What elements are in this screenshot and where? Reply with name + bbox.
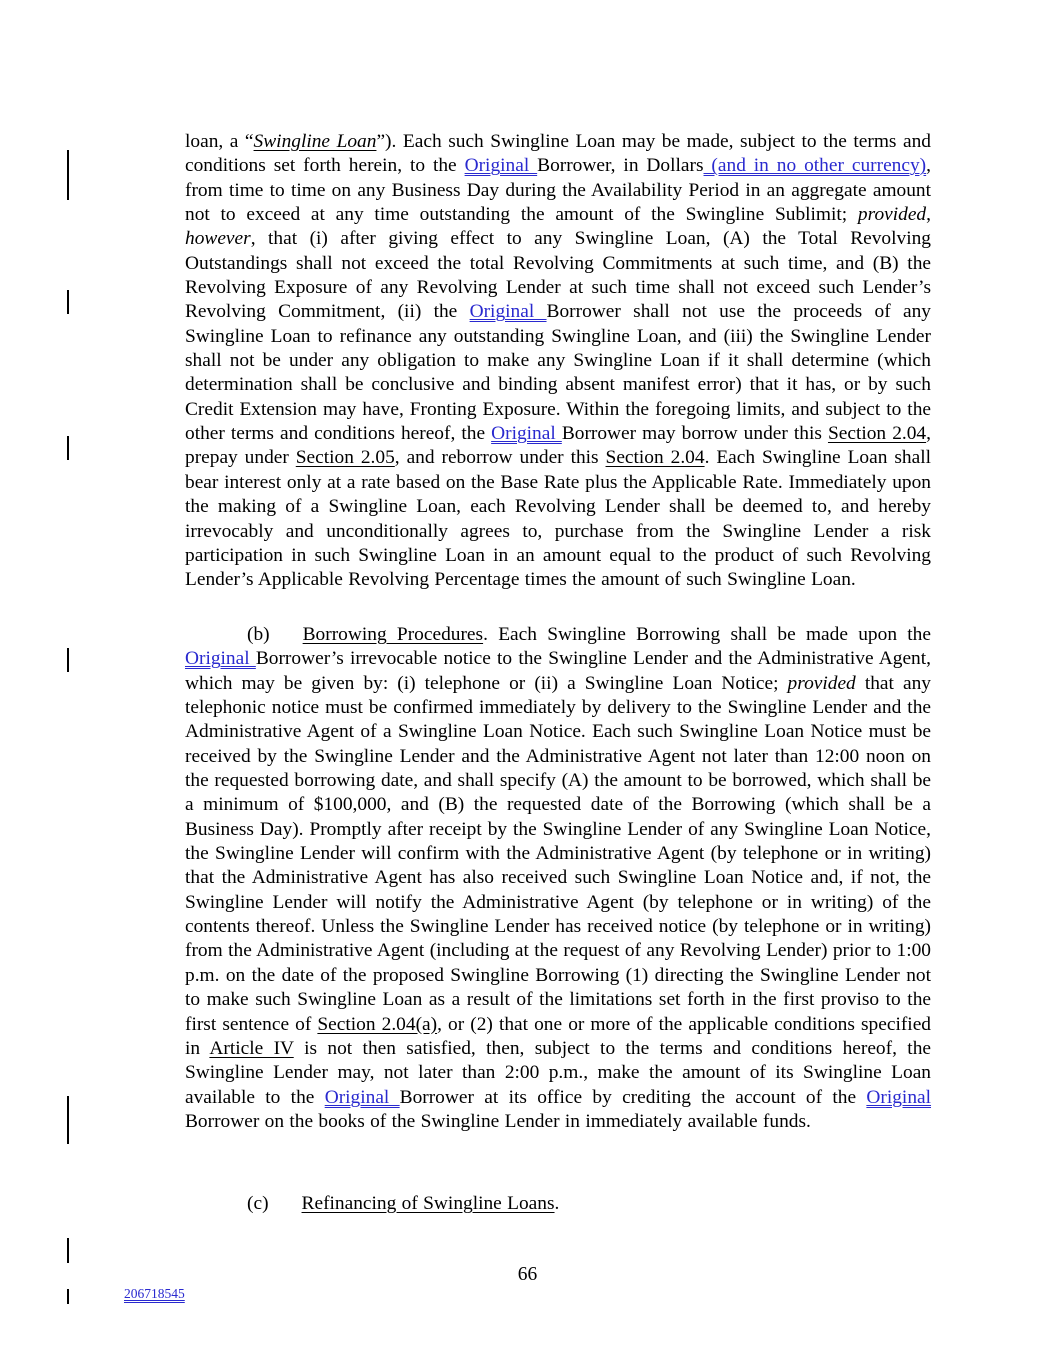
change-bar <box>67 150 69 200</box>
text-run: loan, a “ <box>185 131 254 152</box>
cross-reference: Section 2.04 <box>605 447 705 469</box>
paragraph-swingline-loan-continuation <box>185 130 931 593</box>
inserted-text: (and in no other currency) <box>703 155 927 177</box>
change-bar <box>67 648 69 672</box>
text-run: Borrower may borrow under this <box>561 423 828 445</box>
inserted-text: Original <box>464 155 538 177</box>
text-run: that any telephonic notice must be confirmed immediately by delivery to the Swingline Lender and the Administrative Agent of a Swingline Loan Notice. Each such Swingline Loan Notice must be received by the Swingline Lender and the Administrative Agent not later than 12:00 noon on the requested borrowing date, and shall specify (A) the amount to be borrowed, which shall be a minimum of $100,000, and (B) the requested date of the Borrowing (which shall be a Business Day). Promptly after receipt by the Swingline Lender of any Swingline Loan Notice, the Swingline Lender will confirm with the Administrative Agent (by telephone or in writing) that the Administrative Agent has also received such Swingline Loan Notice and, if not, the Swingline Lender will notify the Administrative Agent (by telephone or in writing) of the contents thereof. Unless the Swingline Lender has received notice (by telephone or in writing) from the Administrative Agent (including at the request of any Revolving Lender) prior to 1:00 p.m. on the date of the proposed Swingline Borrowing (1) directing the Swingline Lender not to make such Swingline Loan as a result of the limitations set forth in the first proviso to the first sentence of <box>185 672 931 1035</box>
emphasis-text: provided <box>857 204 927 226</box>
inserted-text: Original <box>185 648 256 670</box>
change-bar <box>67 1289 69 1304</box>
text-run: Borrower shall not use the proceeds of any Swingline Loan to refinance any outstanding Swingline Loan, and (iii) the Swingline Lender shall not be under any obligation to make any Swingline Loan if it shall determine (which determination shall be conclusive and binding absent manifest error) that it has, or by such Credit Extension may have, Fronting Exposure. Within the foregoing limits, and subject to the other terms and conditions hereof, the <box>185 301 931 445</box>
text-run: , <box>926 204 931 226</box>
text-run: (b) <box>247 624 270 645</box>
text-run: , that (i) after giving effect to any Swingline Loan, (A) the Total Revolving Outstandings shall not exceed the total Revolving Commitments at such time, and (B) the Revolving Exposure of any Revolving Lender at such time shall not exceed such Lender’s Revolving Commitment, (ii) the <box>185 228 931 323</box>
change-bar <box>67 436 69 460</box>
cross-reference: Section 2.05 <box>295 447 395 469</box>
change-bar <box>67 1096 69 1144</box>
text-run: , from time to time on any Business Day during the Availability Period in an aggregate amount not to exceed at any time outstanding the amount of the Swingline Sublimit; <box>185 155 931 226</box>
text-run: , prepay under <box>185 423 931 469</box>
text-run: Borrower on the books of the Swingline Lender in immediately available funds. <box>185 1110 811 1132</box>
cross-reference: Section 2.04 <box>827 423 927 445</box>
text-run: ”). Each such Swingline Loan may be made, subject to the terms and conditions set forth herein, to the <box>185 131 932 177</box>
paragraph-borrowing-procedures <box>185 623 931 1134</box>
text-run: Borrower’s irrevocable notice to the Swingline Lender and the Administrative Agent, which may be given by: (i) telephone or (ii) a Swingline Loan Notice; <box>185 648 931 694</box>
text-run: , or (2) that one or more of the applicable conditions specified in <box>185 1013 931 1059</box>
text-run: . <box>554 1193 560 1214</box>
emphasis-text: however <box>185 228 251 250</box>
text-run: Borrower, in Dollars <box>537 155 704 177</box>
inserted-text: Original <box>469 301 547 323</box>
page-number: 66 <box>517 1264 538 1285</box>
text-run: Borrower at its office by crediting the account of the <box>399 1086 867 1108</box>
document-id-footer: 206718545 <box>124 1286 185 1301</box>
change-bar <box>67 1238 69 1263</box>
defined-term: Swingline Loan <box>253 131 377 152</box>
cross-reference: Borrowing Procedures <box>302 624 484 645</box>
text-run: (c) <box>247 1193 269 1214</box>
cross-reference: Article IV <box>209 1037 294 1059</box>
inserted-text: Original <box>324 1086 400 1108</box>
cross-reference: Refinancing of Swingline Loans <box>301 1193 555 1214</box>
emphasis-text: provided <box>787 672 856 694</box>
text-run: , and reborrow under this <box>394 447 606 469</box>
change-bar <box>67 290 69 314</box>
paragraph-refinancing-heading <box>185 1192 931 1216</box>
inserted-text: Original <box>866 1086 932 1108</box>
cross-reference: Section 2.04(a) <box>317 1013 438 1035</box>
inserted-text: Original <box>491 423 562 445</box>
text-run: . Each Swingline Borrowing shall be made upon the <box>483 624 931 645</box>
text-run: . Each Swingline Loan shall bear interest only at a rate based on the Base Rate plus the Applicable Rate. Immediately upon the making of a Swingline Loan, each Revolving Lender shall be deemed to, and hereby irrevocably and unconditionally agrees to, purchase from the Swingline Lender a risk participation in such Swingline Loan in an amount equal to the product of such Revolving Lender’s Applicable Revolving Percentage times the amount of such Swingline Loan. <box>185 447 931 591</box>
text-run: is not then satisfied, then, subject to the terms and conditions hereof, the Swingline Lender may, not later than 2:00 p.m., make the amount of its Swingline Loan available to the <box>185 1037 931 1108</box>
